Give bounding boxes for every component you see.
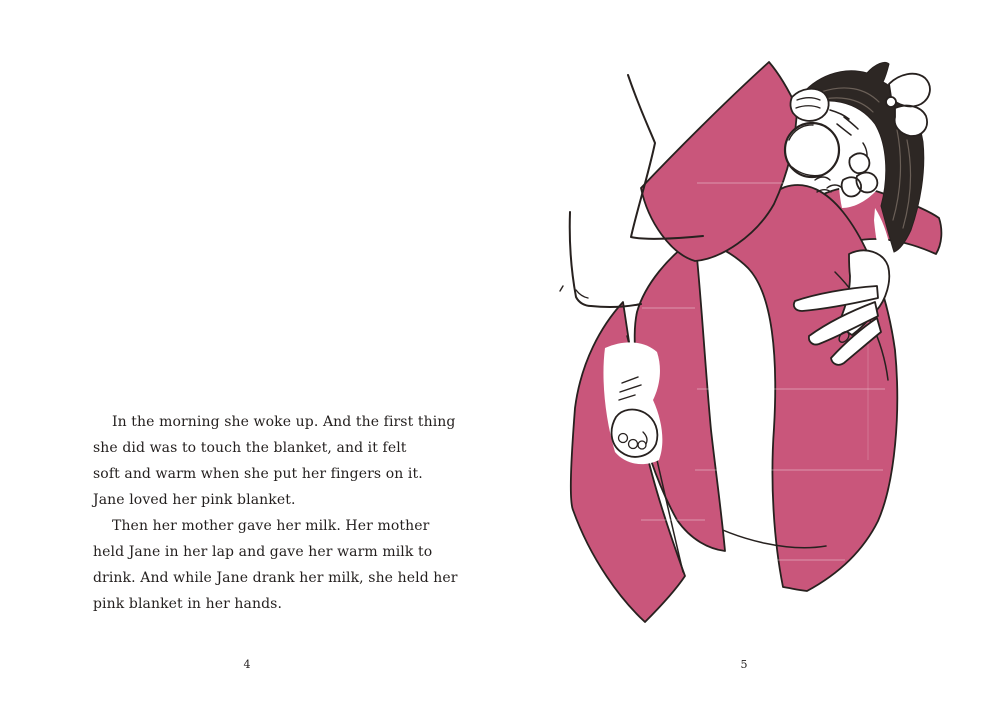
page-number-right: 5 xyxy=(740,658,748,671)
story-text xyxy=(93,409,493,617)
jane-hand-gripping-blanket xyxy=(791,89,829,121)
text-line: pink blanket in her hands. xyxy=(93,596,283,612)
page-number-left: 4 xyxy=(243,658,251,671)
illustration-jane-drinking-milk xyxy=(545,40,965,640)
text-line: she did was to touch the blanket, and it felt xyxy=(93,440,407,456)
milk-cup xyxy=(785,123,839,177)
text-line: soft and warm when she put her fingers on it. xyxy=(93,466,423,482)
text-line: Then her mother gave her milk. Her mother xyxy=(112,518,430,534)
text-line: drink. And while Jane drank her milk, she held her xyxy=(93,570,458,586)
text-line: In the morning she woke up. And the first thing xyxy=(112,414,456,430)
text-line: Jane loved her pink blanket. xyxy=(93,492,296,508)
bow-knot xyxy=(886,97,896,107)
text-line: held Jane in her lap and gave her warm milk to xyxy=(93,544,433,560)
